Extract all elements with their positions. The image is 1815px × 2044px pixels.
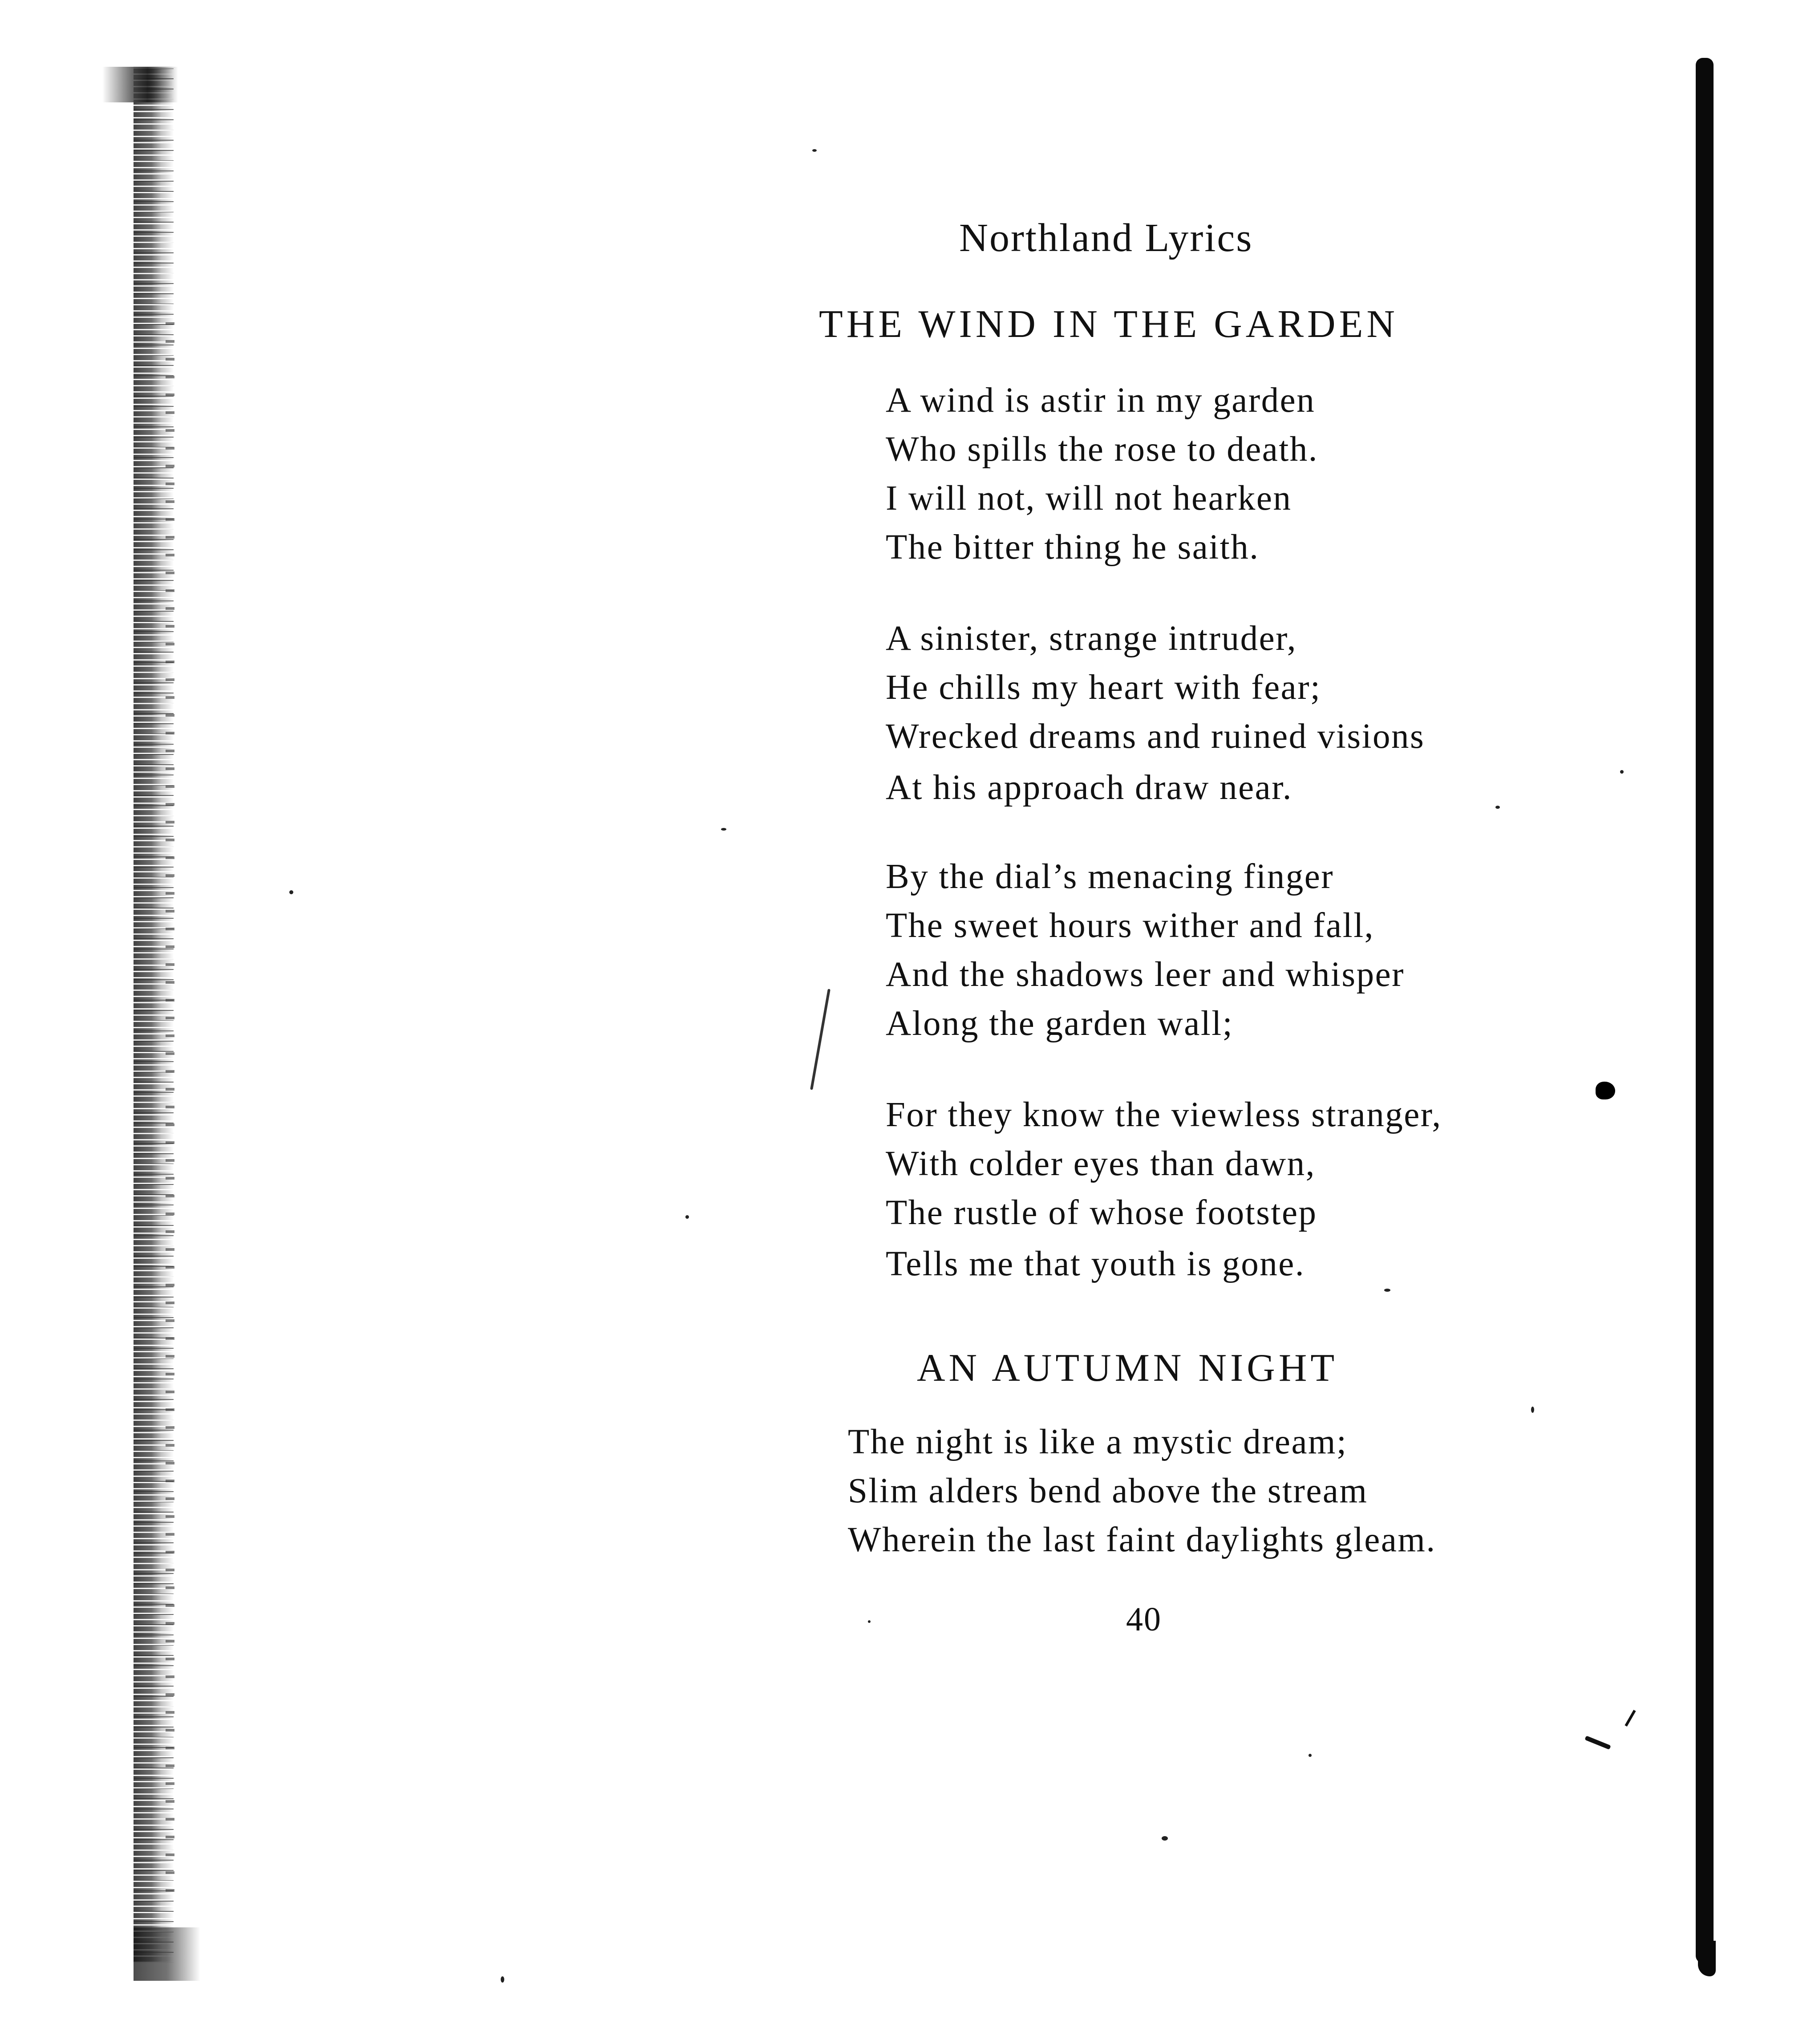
poem-line: The sweet hours wither and fall, (886, 906, 1374, 945)
ink-dash-mark (1584, 1736, 1611, 1750)
page-right-edge-foot (1698, 1941, 1716, 1976)
running-head: Northland Lyrics (959, 216, 1253, 260)
scan-speck (1309, 1754, 1312, 1757)
poem-line: Along the garden wall; (886, 1004, 1234, 1043)
ink-blot (1596, 1082, 1615, 1099)
poem-line: Slim alders bend above the stream (848, 1472, 1368, 1510)
ink-stroke-mark (810, 989, 831, 1090)
poem-line: And the shadows leer and whisper (886, 955, 1405, 994)
poem-line: The bitter thing he saith. (886, 528, 1260, 567)
poem-line: A sinister, strange intruder, (886, 619, 1297, 658)
poem-line: A wind is astir in my garden (886, 381, 1316, 420)
poem-line: With colder eyes than dawn, (886, 1144, 1316, 1183)
poem-line: He chills my heart with fear; (886, 668, 1321, 707)
poem-line: For they know the viewless stranger, (886, 1095, 1442, 1134)
scan-speck (685, 1215, 689, 1219)
scan-speck (1620, 770, 1624, 774)
poem-line: The rustle of whose footstep (886, 1193, 1317, 1232)
ink-dash-mark (1625, 1710, 1636, 1727)
page-right-edge (1696, 58, 1714, 1963)
poem-line: At his approach draw near. (886, 768, 1292, 807)
scan-speck (868, 1620, 871, 1623)
poem-line: Who spills the rose to death. (886, 430, 1319, 469)
poem-line: I will not, will not hearken (886, 479, 1292, 518)
scan-speck (501, 1976, 504, 1983)
scan-speck (812, 149, 817, 152)
poem-line: By the dial’s menacing finger (886, 857, 1334, 896)
poem-title: AN AUTUMN NIGHT (917, 1346, 1338, 1390)
scan-speck (1384, 1289, 1390, 1292)
poem-line: Tells me that youth is gone. (886, 1245, 1305, 1283)
book-spine-ticks (166, 312, 174, 1892)
poem-line: The night is like a mystic dream; (848, 1423, 1348, 1461)
scan-speck (289, 890, 293, 894)
page-number: 40 (1126, 1601, 1162, 1638)
book-spine-top-shadow (102, 67, 178, 102)
poem-line: Wherein the last faint daylights gleam. (848, 1521, 1436, 1559)
scan-speck (721, 828, 726, 831)
poem-title: THE WIND IN THE GARDEN (819, 303, 1398, 346)
book-spine-bottom-shadow (134, 1927, 200, 1981)
scan-speck (1495, 806, 1500, 809)
scan-speck (1162, 1836, 1168, 1841)
scan-speck (1531, 1407, 1534, 1413)
poem-line: Wrecked dreams and ruined visions (886, 717, 1425, 756)
